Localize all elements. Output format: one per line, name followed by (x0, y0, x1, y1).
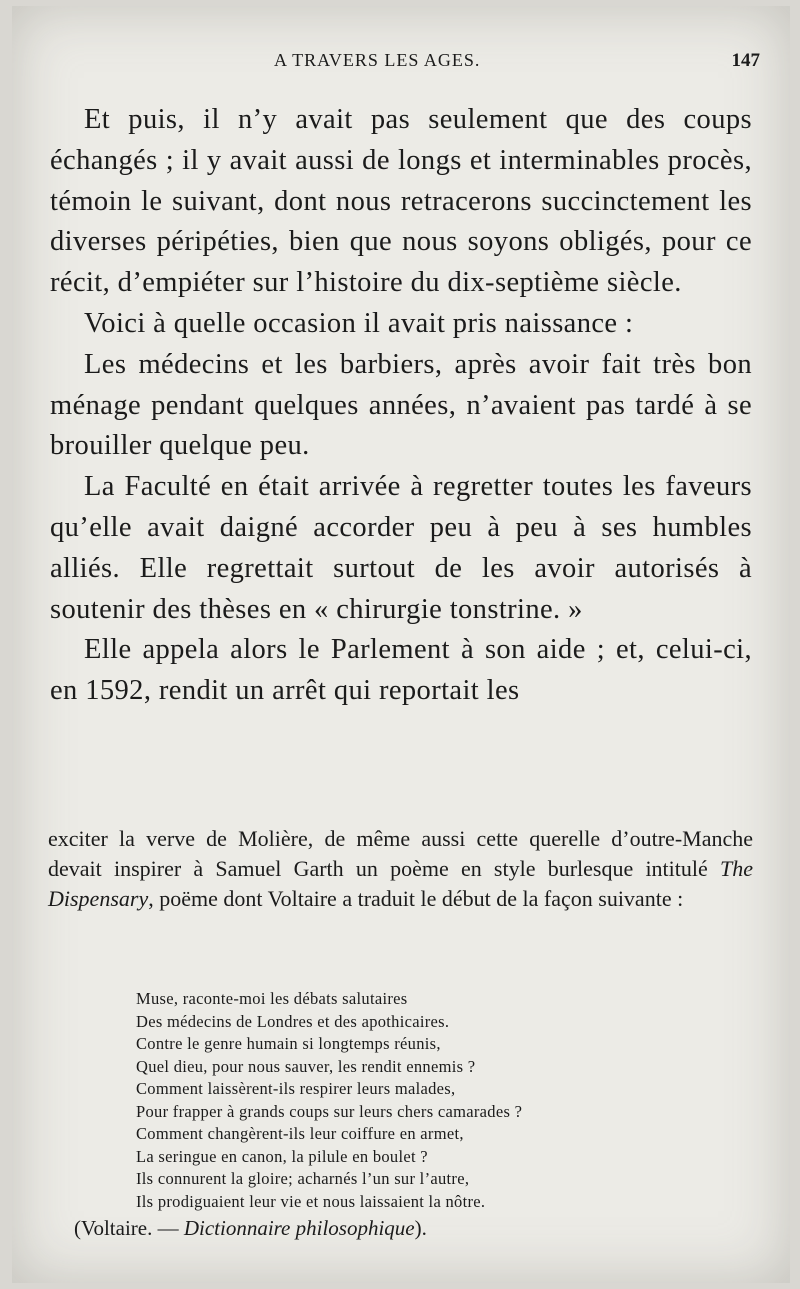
footnote (48, 824, 753, 914)
footnote-paragraph (48, 824, 753, 914)
verse-line: Quel dieu, pour nous sauver, les rendit ennemis ? (136, 1056, 476, 1076)
paragraph: Et puis, il n’y avait pas seulement que des coups échangés ; il y avait aussi de longs et interminables procès, témoin le suivant, dont nous retracerons succinctement les diverses péripéties, bien que nous soyons obligés, pour ce récit, d’empiéter sur l’histoire du dix-septième siècle. (50, 104, 752, 299)
footnote-title: The Dispensary (48, 856, 753, 911)
attribution (74, 1216, 427, 1241)
verse-line: Des médecins de Londres et des apothicaires. (136, 1011, 450, 1031)
verse-line: Comment laissèrent-ils respirer leurs malades, (136, 1079, 456, 1098)
paragraph: Les médecins et les barbiers, après avoir fait très bon ménage pendant quelques années, n’avaient pas tardé à se brouiller quelque peu. (50, 348, 752, 462)
attribution-work: Dictionnaire philosophique (183, 1216, 415, 1240)
verse-line: Pour frapper à grands coups sur leurs chers camarades ? (136, 1101, 523, 1121)
paragraph: La Faculté en était arrivée à regretter toutes les faveurs qu’elle avait daigné accorder peu à peu à ses humbles alliés. Elle regrettait surtout de les avoir autorisés à soutenir des thèses en « chirurgie tonstrine. » (50, 471, 752, 625)
footnote-text: exciter la verve de Molière, de même aussi cette querelle d’outre-Manche devait inspirer à Samuel Garth un poème en style burlesque intitulé (48, 826, 753, 881)
verse-line: Muse, raconte-moi les débats salutaires (136, 989, 408, 1008)
verse-line: La seringue en canon, la pilule en boulet ? (136, 1146, 428, 1166)
attribution-author: (Voltaire. — (74, 1216, 184, 1240)
verse-line: Ils prodiguaient leur vie et nous laissaient la nôtre. (136, 1191, 486, 1211)
page-number: 147 (731, 50, 760, 71)
footnote-text: , poëme dont Voltaire a traduit le début de la façon suivante : (148, 886, 684, 911)
running-header (12, 50, 790, 80)
verse-line: Comment changèrent-ils leur coiffure en armet, (136, 1124, 464, 1143)
verse-line: Contre le genre humain si longtemps réunis, (136, 1034, 441, 1053)
verse-line: Ils connurent la gloire; acharnés l’un sur l’autre, (136, 1169, 470, 1188)
book-page (12, 6, 790, 1283)
paragraph: Voici à quelle occasion il avait pris naissance : (84, 307, 634, 339)
main-text (50, 100, 752, 712)
verse-quotation (136, 988, 716, 1213)
running-title: A TRAVERS LES AGES. (274, 50, 481, 70)
attribution-end: ). (414, 1216, 427, 1240)
paragraph: Elle appela alors le Parlement à son aide ; et, celui-ci, en 1592, rendit un arrêt qui reportait les (50, 634, 752, 707)
